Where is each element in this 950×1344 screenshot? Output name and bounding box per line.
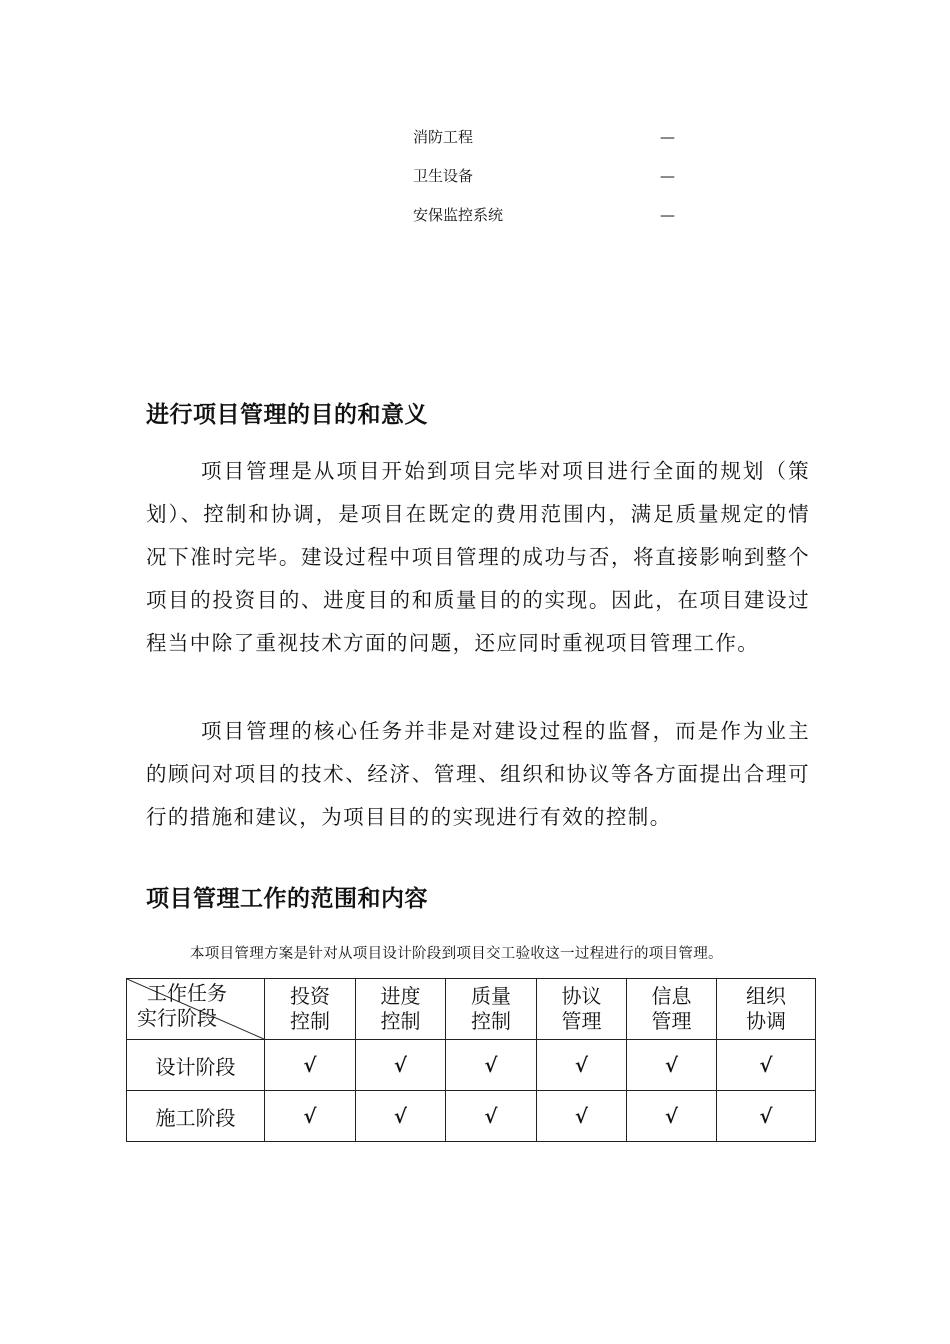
column-header: [265, 979, 356, 1040]
header-line: 组织: [746, 984, 786, 1008]
header-line: 质量: [471, 984, 511, 1008]
check-mark: √: [537, 1040, 627, 1091]
table-header-row: [127, 979, 816, 1040]
item-value: —: [660, 206, 675, 224]
stage-cell: 设计阶段: [127, 1040, 265, 1091]
check-mark: √: [265, 1091, 356, 1142]
check-mark: √: [627, 1040, 717, 1091]
column-header: [356, 979, 446, 1040]
equipment-list: [413, 124, 683, 241]
header-line: 信息: [651, 984, 692, 1008]
table-row: [127, 1091, 816, 1142]
check-mark: √: [446, 1040, 537, 1091]
intro-text: 本项目管理方案是针对从项目设计阶段到项目交工验收这一过程进行的项目管理。: [190, 946, 723, 962]
check-mark: √: [446, 1091, 537, 1142]
item-value: —: [660, 128, 675, 146]
header-line: 控制: [471, 1009, 511, 1033]
list-item: [413, 202, 683, 241]
header-line: 控制: [380, 1009, 421, 1033]
check-mark: √: [356, 1040, 446, 1091]
task-stage-table: [126, 978, 816, 1142]
paragraph: [146, 710, 810, 839]
check-mark: √: [537, 1091, 627, 1142]
check-mark: √: [356, 1091, 446, 1142]
stage-cell: 施工阶段: [127, 1091, 265, 1142]
header-line: 投资: [290, 984, 330, 1008]
paragraph-text: 项目管理的核心任务并非是对建设过程的监督，而是作为业主的顾问对项目的技术、经济、管理、组织和协议等各方面提出合理可行的措施和建议，为项目目的的实现进行有效的控制。: [146, 719, 810, 829]
column-header: [627, 979, 717, 1040]
header-line: 进度: [380, 984, 421, 1008]
item-label: 安保监控系统: [413, 206, 504, 224]
paragraph-text: 项目管理是从项目开始到项目完毕对项目进行全面的规划（策划）、控制和协调，是项目在既定的费用范围内，满足质量规定的情况下准时完毕。建设过程中项目管理的成功与否，将直接影响到整个项目的投资目的、进度目的和质量目的的实现。因此，在项目建设过程当中除了重视技术方面的问题，还应同时重视项目管理工作。: [146, 459, 810, 655]
corner-bottom-label: 实行阶段: [137, 1006, 217, 1030]
corner-top-label: 工作任务: [147, 981, 227, 1005]
table-row: [127, 1040, 816, 1091]
paragraph: [146, 450, 810, 665]
list-item: [413, 124, 683, 163]
header-line: 协议: [561, 984, 602, 1008]
column-header: [537, 979, 627, 1040]
item-label: 消防工程: [413, 128, 474, 146]
item-value: —: [660, 167, 675, 185]
header-line: 协调: [746, 1009, 786, 1033]
item-label: 卫生设备: [413, 167, 474, 185]
check-mark: √: [717, 1040, 816, 1091]
corner-cell: [127, 979, 265, 1040]
header-line: 管理: [651, 1009, 692, 1033]
list-item: [413, 163, 683, 202]
header-line: 管理: [561, 1009, 602, 1033]
header-line: 控制: [290, 1009, 330, 1033]
check-mark: √: [265, 1040, 356, 1091]
column-header: [717, 979, 816, 1040]
column-header: [446, 979, 537, 1040]
check-mark: √: [627, 1091, 717, 1142]
section-heading: 项目管理工作的范围和内容: [146, 886, 428, 912]
section-heading: 进行项目管理的目的和意义: [146, 402, 428, 428]
check-mark: √: [717, 1091, 816, 1142]
